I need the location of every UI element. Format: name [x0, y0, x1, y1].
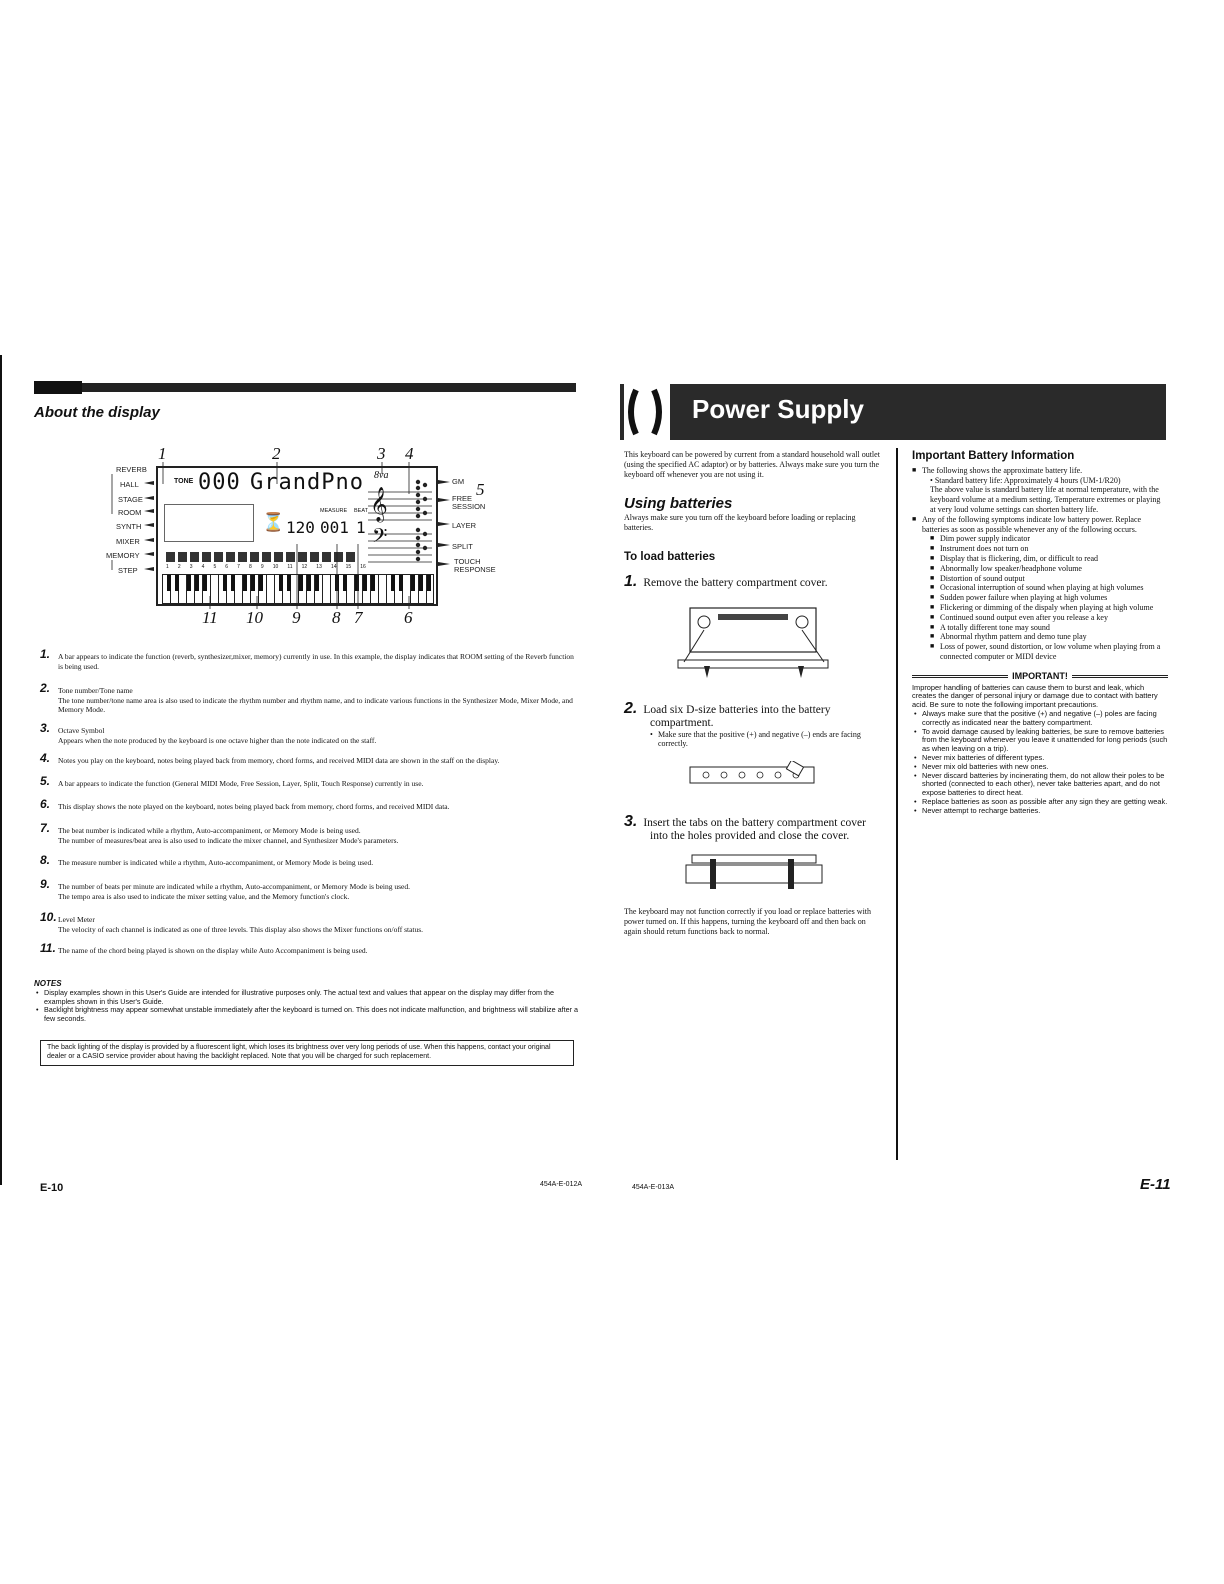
list-item: 7. The beat number is indicated while a rhythm, Auto-accompaniment, or Memory Mode is being used. The number of measures/beat area is also used to indicate the mixer channel, and Synthesizer Mode's parameters.	[40, 821, 399, 845]
symptom: ■ A totally different tone may sound	[930, 623, 1168, 633]
channel-number: 2	[177, 564, 181, 570]
list-item: 9. The number of beats per minute are indicated while a rhythm, Auto-accompaniment, or Memory Mode is being used. The tempo area is also used to indicate the mixer setting value, and the Memory function's clock.	[40, 877, 410, 901]
using-batteries-title: Using batteries	[624, 495, 733, 513]
callout-2: 2	[272, 444, 281, 463]
symptoms-item: ■ Any of the following symptoms indicate low battery power. Replace batteries as soon as possible whenever any of the following occurs. ■ Dim power supply indicator ■ Instrument does not turn on ■ Display that is flickering, dim, or difficult to read ■ Abnormally low speaker/headphone volume ■ Distortion of sound output ■ Occasional interruption of sound when playing at high volumes ■ Sudden power failure when playing at high volumes ■ Flickering or dimming of the dispaly when playing at high volume ■ Continued sound output even after you release a key ■ A totally different tone may sound ■ Abnormal rhythm pattern and demo tune play ■ Loss of power, sound distortion, or low volume when playing from a connected computer or MIDI device	[912, 515, 1168, 662]
battery-life-bullet: • Standard battery life: Approximately 4 hours (UM-1/R20)	[930, 475, 1121, 485]
step-2: 2. Load six D-size batteries into the battery compartment.	[624, 699, 831, 729]
notes-list	[34, 989, 579, 1024]
battery-loading-illustration	[688, 761, 818, 791]
label-touch-response: TOUCH RESPONSE	[454, 557, 496, 574]
display-diagram	[100, 444, 520, 630]
label-memory: MEMORY	[106, 551, 140, 560]
list-item: 5. A bar appears to indicate the function (General MIDI Mode, Free Session, Layer, Split, Touch Response) currently in use.	[40, 774, 424, 788]
label-step: STEP	[118, 566, 138, 575]
tempo-value: 120	[286, 518, 315, 537]
channel-number: 1	[166, 564, 169, 570]
important-title: IMPORTANT!	[1012, 670, 1068, 681]
list-item: 3. Octave Symbol Appears when the note produced by the keyboard is one octave higher than the note indicated on the staff.	[40, 721, 377, 745]
callout-leaders	[100, 444, 520, 630]
note-item: • Display examples shown in this User's Guide are intended for illustrative purposes only. The actual text and values that appear on the display may differ from the examples shown in this User's Guide.	[34, 989, 579, 1007]
note-item: • Backlight brightness may appear somewhat unstable immediately after the keyboard is turned on. This does not indicate malfunction, and brightness will stabilize after a few seconds.	[34, 1006, 579, 1024]
list-item: 4. Notes you play on the keyboard, notes being played back from memory, chord forms, and received MIDI data are shown in the staff on the display.	[40, 751, 500, 765]
right-code: 454A-E-013A	[632, 1184, 675, 1191]
label-free-session: FREE SESSION	[452, 494, 486, 511]
symptom: ■ Abnormal rhythm pattern and demo tune play	[930, 632, 1168, 642]
important-item: • To avoid damage caused by leaking batteries, be sure to remove batteries from the keyboard whenever you leave it unattended for long periods (such as when leaving on a trip).	[912, 728, 1168, 754]
battery-info-list	[912, 466, 1168, 662]
step-1: 1. Remove the battery compartment cover.	[624, 572, 828, 590]
symptom: ■ Distortion of sound output	[930, 574, 1168, 584]
symptom: ■ Continued sound output even after you release a key	[930, 613, 1168, 623]
channel-number: 6	[225, 564, 229, 570]
channel-number: 9	[260, 564, 264, 570]
list-item: 8. The measure number is indicated while a rhythm, Auto-accompaniment, or Memory Mode is being used.	[40, 853, 374, 867]
using-batteries-text: Always make sure you turn off the keyboard before loading or replacing batteries.	[624, 513, 856, 532]
section-header-bar	[34, 383, 576, 392]
callout-7: 7	[354, 608, 363, 627]
important-item: • Replace batteries as soon as possible after any sign they are getting weak.	[912, 798, 1168, 807]
tone-label: TONE	[174, 478, 194, 485]
metronome-icon: ⏳	[262, 512, 285, 532]
symptom: ■ Instrument does not turn on	[930, 544, 1168, 554]
power-left-column	[624, 450, 880, 937]
symptom: ■ Dim power supply indicator	[930, 534, 1168, 544]
channel-number: 16	[360, 564, 366, 570]
cover-close-illustration	[684, 851, 824, 893]
load-batteries-title: To load batteries	[624, 550, 716, 563]
callout-8: 8	[332, 608, 341, 627]
symptom: ■ Abnormally low speaker/headphone volume	[930, 564, 1168, 574]
label-mixer: MIXER	[116, 537, 140, 546]
intro-text: This keyboard can be powered by current from a standard household wall outlet (using the specified AC adaptor) or by batteries. Always make sure you turn the keyboard off whenever you are not using it.	[624, 450, 880, 479]
important-item: • Always make sure that the positive (+) and negative (–) poles are facing correctly as indicated near the battery compartment.	[912, 710, 1168, 728]
banner-paren-icon	[624, 384, 670, 440]
right-page-number: E-11	[1140, 1176, 1171, 1193]
label-room: ROOM	[118, 508, 142, 517]
column-divider	[896, 448, 898, 1160]
callout-1: 1	[158, 444, 167, 463]
notes: NOTES • Display examples shown in this User's Guide are intended for illustrative purposes only. The actual text and values that appear on the display may differ from the examples shown in this User's Guide. • Backlight brightness may appear somewhat unstable immediately after the keyboard is turned on. This does not indicate malfunction, and brightness will stabilize after a few seconds.	[34, 980, 579, 1024]
list-item: 1. A bar appears to indicate the function (reverb, synthesizer,mixer, memory) currently in use. In this example, the display indicates that ROOM setting of the Reverb function is being used.	[40, 647, 574, 671]
label-hall: HALL	[120, 480, 139, 489]
list-item: 10. Level Meter The velocity of each channel is indicated as one of three levels. This display also shows the Mixer functions on/off status.	[40, 910, 424, 934]
symptom: ■ Display that is flickering, dim, or difficult to read	[930, 554, 1168, 564]
symptoms-list	[930, 534, 1168, 661]
channel-number: 12	[301, 564, 308, 570]
important-item: • Never mix old batteries with new ones.	[912, 763, 1168, 772]
channel-number: 5	[213, 564, 217, 570]
banner-title: Power Supply	[692, 394, 864, 424]
list-item: 2. Tone number/Tone name The tone number/tone name area is also used to indicate the rhythm number and rhythm name, and to indicate various functions in the Synthesizer Mode, Mixer Mode, and Memory Mode.	[40, 681, 573, 714]
tone-number: 000	[198, 470, 241, 495]
tone-name: GrandPno	[250, 470, 364, 495]
list-item: 6. This display shows the note played on the keyboard, notes being played back from memory, chord forms, and received MIDI data.	[40, 797, 450, 811]
channel-number: 11	[287, 564, 293, 570]
channel-number: 3	[189, 564, 193, 570]
label-split: SPLIT	[452, 542, 473, 551]
section-title: About the display	[34, 404, 160, 421]
important-text: Improper handling of batteries can cause them to burst and leak, which creates the danger of personal injury or damage due to contact with battery acid. Be sure to note the following important precautions.	[912, 682, 1158, 710]
callout-4: 4	[405, 444, 414, 463]
step-2-notes	[648, 730, 880, 750]
important-list	[912, 710, 1168, 816]
channel-number: 14	[330, 564, 337, 570]
battery-cover-illustration	[674, 600, 834, 680]
section-header-mark	[34, 381, 82, 394]
channel-number: 10	[272, 564, 279, 570]
callout-3: 3	[377, 444, 386, 463]
treble-clef-icon: 𝄞	[370, 488, 388, 521]
callout-10: 10	[246, 608, 263, 627]
important-item: • Never attempt to recharge batteries.	[912, 807, 1168, 816]
step-2-bullet: • Make sure that the positive (+) and negative (–) ends are facing correctly.	[648, 730, 880, 750]
important-item: • Never discard batteries by incinerating them, do not allow their poles to be shorted (connected to each other), never take batteries apart, and do not expose batteries to direct heat.	[912, 772, 1168, 798]
left-code: 454A-E-012A	[540, 1181, 583, 1188]
step-3: 3. Insert the tabs on the battery compartment cover into the holes provided and close the cover.	[624, 813, 866, 843]
bass-clef-icon: 𝄢	[372, 526, 388, 552]
label-synth: SYNTH	[116, 522, 142, 531]
closing-text: The keyboard may not function correctly if you load or replace batteries with power turned on. If this happens, turning the keyboard off and then back on again should return functions back to normal.	[624, 907, 872, 936]
symptom: ■ Loss of power, sound distortion, or low volume when playing from a connected computer or MIDI device	[930, 642, 1168, 662]
battery-info-column	[912, 452, 1168, 815]
list-item: 11. The name of the chord being played is shown on the display while Auto Accompaniment is being used.	[40, 941, 368, 955]
channel-number: 4	[201, 564, 205, 570]
backlight-notice: The back lighting of the display is provided by a fluorescent light, which loses its brightness over very long periods of use. When this happens, contact your original dealer or a CASIO service provider about having the backlight replaced. Note that you will be charged for such replacement.	[40, 1040, 574, 1066]
beat-label: BEAT	[354, 508, 368, 514]
measure-label: MEASURE	[320, 508, 348, 514]
important-item: • Never mix batteries of different types.	[912, 754, 1168, 763]
label-layer: LAYER	[452, 521, 477, 530]
label-gm: GM	[452, 477, 465, 486]
label-stage: STAGE	[118, 495, 143, 504]
important-heading	[912, 672, 1168, 682]
channel-number: 7	[237, 564, 240, 570]
left-page-number: E-10	[40, 1182, 64, 1194]
symptom: ■ Flickering or dimming of the dispaly when playing at high volume	[930, 603, 1168, 613]
channel-number: 15	[345, 564, 352, 570]
channel-number: 8	[249, 564, 252, 570]
beat-value: 1	[356, 518, 366, 537]
octave-symbol: 8va	[374, 470, 389, 481]
left-edge-line	[0, 355, 2, 1185]
battery-life-item: ■ The following shows the approximate battery life. • Standard battery life: Approximately 4 hours (UM-1/R20) The above value is standard battery life at normal temperature, with the keyboard volume at a medium setting. Temperature extremes or playing at very loud volume settings can shorten battery life.	[912, 466, 1168, 515]
callout-9: 9	[292, 608, 301, 627]
callout-5: 5	[476, 480, 485, 499]
callout-11: 11	[202, 608, 218, 627]
symptom: ■ Occasional interruption of sound when playing at high volumes	[930, 583, 1168, 593]
battery-info-title: Important Battery Information	[912, 450, 1075, 462]
channel-number: 13	[316, 564, 322, 570]
label-reverb: REVERB	[116, 465, 147, 474]
measure-value: 001	[320, 518, 349, 537]
symptom: ■ Sudden power failure when playing at high volumes	[930, 593, 1168, 603]
callout-6: 6	[404, 608, 413, 627]
